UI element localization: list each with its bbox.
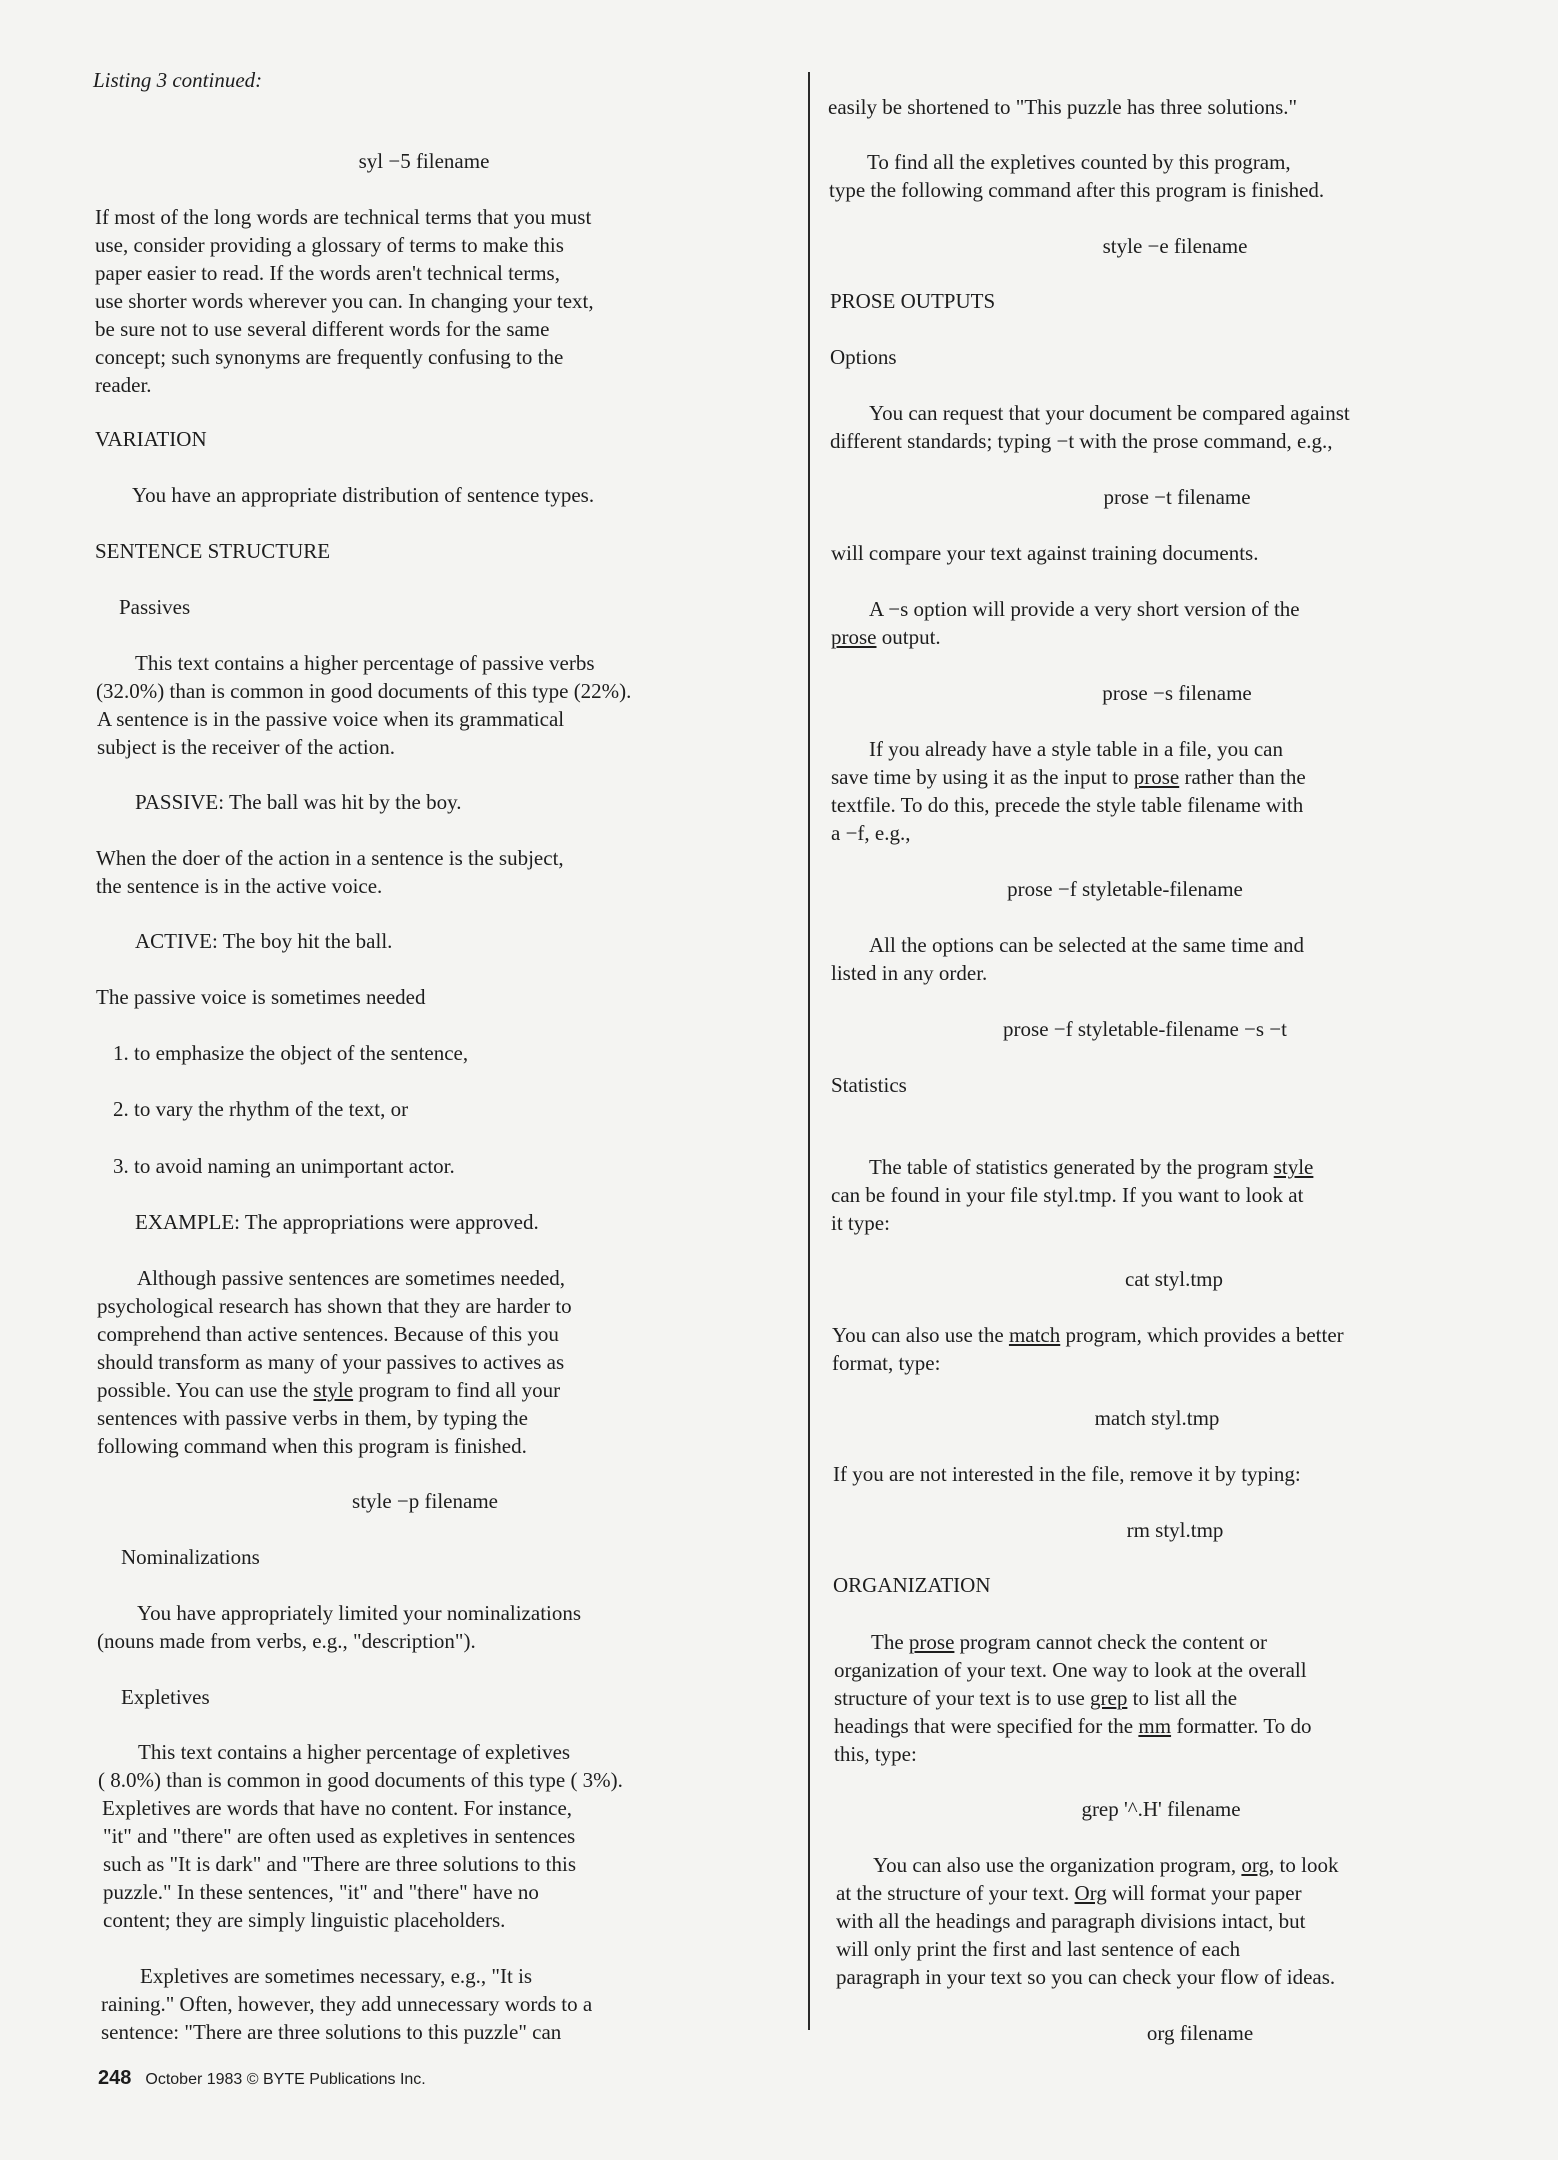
paragraph-line: use shorter words wherever you can. In changing your text, <box>95 289 594 313</box>
paragraph-line: prose output. <box>831 625 941 649</box>
paragraph-line: a −f, e.g., <box>831 821 911 845</box>
command-prose-f: prose −f styletable-filename <box>1007 877 1243 901</box>
command-cat: cat styl.tmp <box>1125 1267 1223 1291</box>
command-prose-t: prose −t filename <box>1103 485 1251 509</box>
paragraph-line: If you are not interested in the file, remove it by typing: <box>833 1462 1301 1486</box>
paragraph-line: the sentence is in the active voice. <box>96 874 383 898</box>
subheading-statistics: Statistics <box>831 1073 907 1097</box>
paragraph-line: The table of statistics generated by the program style <box>869 1155 1314 1179</box>
paragraph-line: reader. <box>95 373 152 397</box>
prose-program-name: prose <box>908 1630 955 1654</box>
paragraph-line: (32.0%) than is common in good documents of this type (22%). <box>96 679 632 703</box>
paragraph-line: Although passive sentences are sometimes needed, <box>137 1266 566 1290</box>
org-program-name: Org <box>1074 1881 1107 1905</box>
command-rm: rm styl.tmp <box>1126 1518 1224 1542</box>
prose-program-name: prose <box>1133 765 1180 789</box>
example-line: EXAMPLE: The appropriations were approved. <box>135 1210 539 1234</box>
paragraph-line: When the doer of the action in a sentence is the subject, <box>96 846 564 870</box>
paragraph-line: This text contains a higher percentage of passive verbs <box>135 651 595 675</box>
paragraph-line: puzzle." In these sentences, "it" and "there" have no <box>103 1880 539 1904</box>
paragraph-line: organization of your text. One way to look at the overall <box>834 1658 1307 1682</box>
match-program-name: match <box>1008 1323 1061 1347</box>
subheading-passives: Passives <box>119 595 191 619</box>
command-prose-s: prose −s filename <box>1102 681 1252 705</box>
page-number: 248 <box>98 2067 132 2089</box>
grep-program-name: grep <box>1090 1686 1128 1710</box>
command-org: org filename <box>1146 2021 1254 2045</box>
paragraph-line: All the options can be selected at the same time and <box>869 933 1305 957</box>
paragraph-line: You have appropriately limited your nominalizations <box>137 1601 582 1625</box>
command-syl: syl −5 filename <box>358 149 490 173</box>
command-style-p: style −p filename <box>352 1489 498 1513</box>
paragraph-line: The passive voice is sometimes needed <box>96 985 426 1009</box>
heading-sentence-structure: SENTENCE STRUCTURE <box>95 539 331 563</box>
paragraph-line: content; they are simply linguistic placeholders. <box>103 1908 506 1932</box>
heading-prose-outputs: PROSE OUTPUTS <box>830 289 996 313</box>
paragraph-line: easily be shortened to "This puzzle has three solutions." <box>828 95 1298 119</box>
paragraph-line: listed in any order. <box>831 961 988 985</box>
paragraph-line: save time by using it as the input to prose rather than the <box>831 765 1306 789</box>
paragraph-line: concept; such synonyms are frequently confusing to the <box>95 345 564 369</box>
paragraph-line: ( 8.0%) than is common in good documents of this type ( 3%). <box>98 1768 623 1792</box>
passive-example: PASSIVE: The ball was hit by the boy. <box>135 790 462 814</box>
style-program-name: style <box>1273 1155 1314 1179</box>
paragraph-line: You can request that your document be compared against <box>869 401 1350 425</box>
command-match: match styl.tmp <box>1094 1406 1220 1430</box>
paragraph-line: If you already have a style table in a file, you can <box>869 737 1283 761</box>
subheading-nominalizations: Nominalizations <box>121 1545 260 1569</box>
paragraph-line: type the following command after this program is finished. <box>829 178 1325 202</box>
paragraph-line: will only print the first and last sentence of each <box>836 1937 1241 1961</box>
column-divider <box>808 72 810 2030</box>
subheading-expletives: Expletives <box>121 1685 210 1709</box>
heading-variation: VARIATION <box>95 427 207 451</box>
paragraph-line: with all the headings and paragraph divisions intact, but <box>836 1909 1306 1933</box>
paragraph-line: will compare your text against training documents. <box>831 541 1259 565</box>
paragraph-line: This text contains a higher percentage of expletives <box>138 1740 571 1764</box>
paragraph-line: paragraph in your text so you can check your flow of ideas. <box>836 1965 1336 1989</box>
page-footer <box>98 2067 426 2091</box>
paragraph-line: subject is the receiver of the action. <box>97 735 395 759</box>
paragraph-line: use, consider providing a glossary of terms to make this <box>95 233 564 257</box>
paragraph-line: You can also use the organization program, org, to look <box>873 1853 1339 1877</box>
paragraph-line: Expletives are words that have no content. For instance, <box>102 1796 573 1820</box>
paragraph-line: can be found in your file styl.tmp. If you want to look at <box>831 1183 1304 1207</box>
paragraph-line: this, type: <box>834 1742 917 1766</box>
prose-program-name: prose <box>831 625 877 649</box>
paragraph-line: You have an appropriate distribution of sentence types. <box>132 483 595 507</box>
mm-formatter-name: mm <box>1138 1714 1172 1738</box>
paragraph-line: at the structure of your text. Org will format your paper <box>836 1881 1302 1905</box>
org-program-name: org <box>1241 1853 1270 1877</box>
paragraph-line: Expletives are sometimes necessary, e.g., "It is <box>140 1964 533 1988</box>
active-example: ACTIVE: The boy hit the ball. <box>135 929 393 953</box>
paragraph-line: such as "It is dark" and "There are three solutions to this <box>103 1852 577 1876</box>
paragraph-line: raining." Often, however, they add unnecessary words to a <box>101 1992 593 2016</box>
paragraph-line: (nouns made from verbs, e.g., "description"). <box>97 1629 476 1653</box>
paragraph-line: format, type: <box>832 1351 941 1375</box>
paragraph-line: sentences with passive verbs in them, by typing the <box>97 1406 529 1430</box>
subheading-options: Options <box>830 345 897 369</box>
paragraph-line: it type: <box>831 1211 890 1235</box>
command-grep: grep '^.H' filename <box>1081 1797 1241 1821</box>
listing-label: Listing 3 continued: <box>93 68 263 92</box>
style-program-name: style <box>313 1378 354 1402</box>
paragraph-line: To find all the expletives counted by this program, <box>867 150 1291 174</box>
paragraph-line: structure of your text is to use grep to list all the <box>834 1686 1238 1710</box>
paragraph-line: be sure not to use several different words for the same <box>95 317 550 341</box>
paragraph-line: should transform as many of your passives to actives as <box>97 1350 565 1374</box>
paragraph-line: textfile. To do this, precede the style table filename with <box>831 793 1304 817</box>
paragraph-line: A sentence is in the passive voice when its grammatical <box>97 707 565 731</box>
paragraph-line: paper easier to read. If the words aren't technical terms, <box>95 261 560 285</box>
footer-text: October 1983 © BYTE Publications Inc. <box>145 2071 426 2088</box>
paragraph-line: psychological research has shown that they are harder to <box>97 1294 572 1318</box>
paragraph-line: A −s option will provide a very short version of the <box>869 597 1300 621</box>
command-style-e: style −e filename <box>1102 234 1248 258</box>
paragraph-line: You can also use the match program, which provides a better <box>832 1323 1344 1347</box>
list-item: 3. to avoid naming an unimportant actor. <box>113 1154 455 1178</box>
paragraph-line: different standards; typing −t with the prose command, e.g., <box>830 429 1333 453</box>
paragraph-line: possible. You can use the style program to find all your <box>97 1378 561 1402</box>
list-item: 1. to emphasize the object of the sentence, <box>113 1041 469 1065</box>
paragraph-line: "it" and "there" are often used as expletives in sentences <box>103 1824 576 1848</box>
heading-organization: ORGANIZATION <box>833 1573 991 1597</box>
paragraph-line: comprehend than active sentences. Because of this you <box>97 1322 559 1346</box>
paragraph-line: sentence: "There are three solutions to this puzzle" can <box>101 2020 562 2044</box>
paragraph-line: headings that were specified for the mm formatter. To do <box>834 1714 1312 1738</box>
paragraph-line: If most of the long words are technical terms that you must <box>95 205 592 229</box>
paragraph-line: The prose program cannot check the content or <box>871 1630 1267 1654</box>
list-item: 2. to vary the rhythm of the text, or <box>113 1097 409 1121</box>
paragraph-line: following command when this program is finished. <box>97 1434 527 1458</box>
command-prose-fst: prose −f styletable-filename −s −t <box>1003 1017 1287 1041</box>
